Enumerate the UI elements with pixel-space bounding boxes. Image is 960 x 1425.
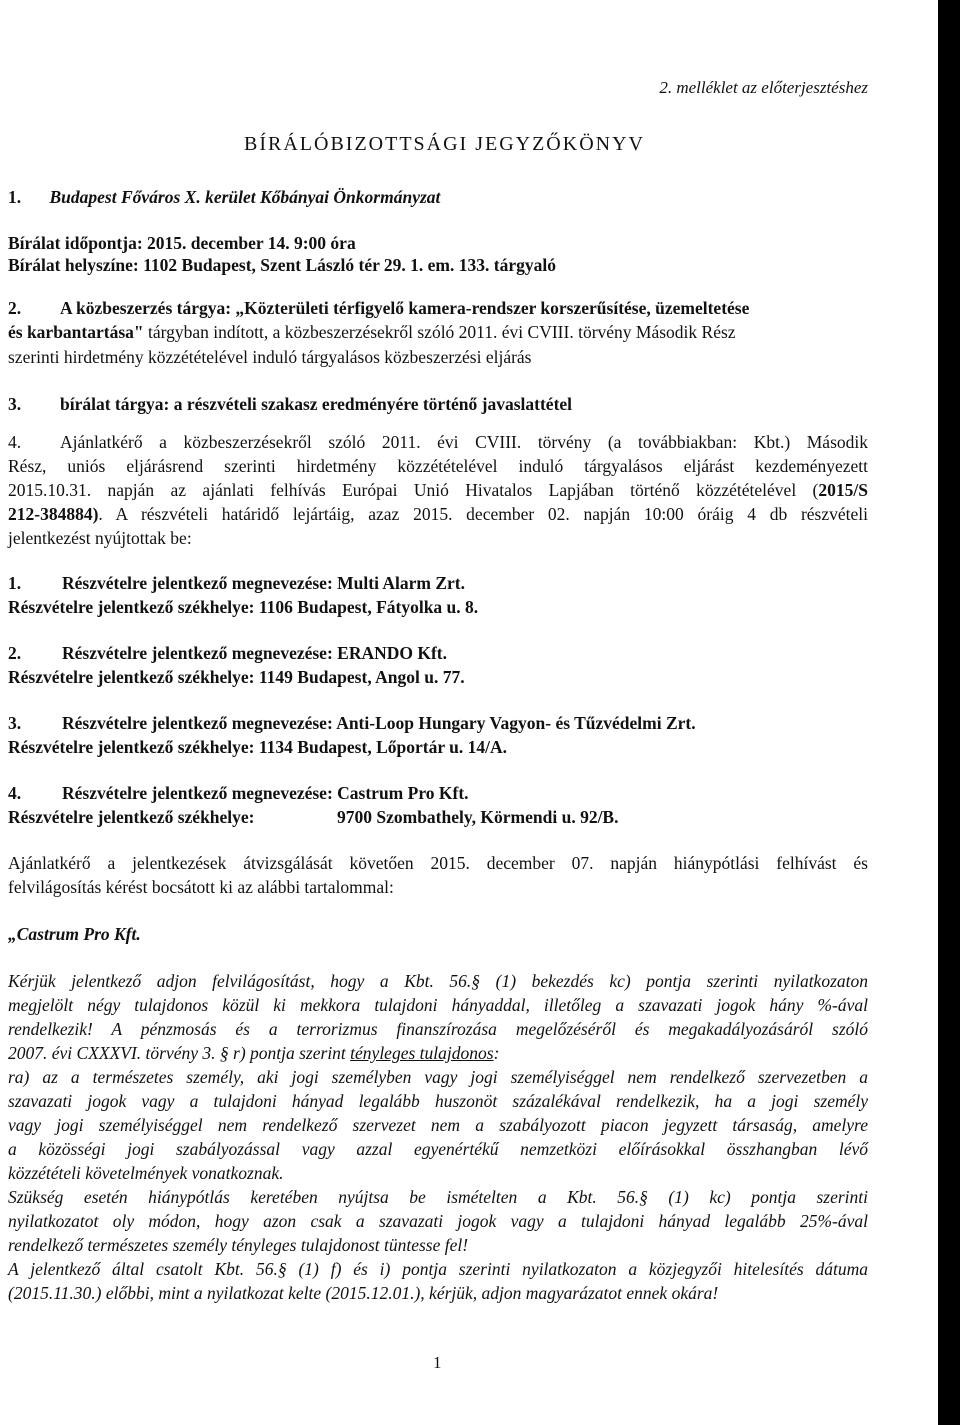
castrum-p1-line-3: rendelkezik! A pénzmosás és a terrorizmus finanszírozása megelőzéséről és megakadályozásáról szóló bbox=[8, 1019, 868, 1039]
applicant-3-number: 3. bbox=[8, 713, 22, 733]
applicant-4-seat-label: Részvételre jelentkező székhelye: bbox=[8, 807, 255, 827]
castrum-p1-line-1: Kérjük jelentkező adjon felvilágosítást, hogy a Kbt. 56.§ (1) bekezdés kc) pontja szerinti nyilatkozaton bbox=[8, 971, 868, 991]
section-4-line-2: Rész, uniós eljárásrend szerinti hirdetmény közzétételével induló tárgyalásos eljárást kezdeményezett bbox=[8, 456, 868, 476]
review-date: Bírálat időpontja: 2015. december 14. 9:00 óra bbox=[8, 233, 356, 253]
applicant-4-number: 4. bbox=[8, 783, 22, 803]
castrum-p2-line-3: rendelkező természetes személy tényleges tulajdonost tüntesse fel! bbox=[8, 1235, 469, 1255]
applicant-1-seat: Részvételre jelentkező székhelye: 1106 Budapest, Fátyolka u. 8. bbox=[8, 597, 479, 617]
section-2-line-2 bbox=[8, 321, 736, 343]
scan-edge-bar bbox=[938, 0, 960, 1425]
page-number: 1 bbox=[433, 1353, 442, 1372]
section-4-line-4-text: . A részvételi határidő lejártáig, azaz 2015. december 02. napján 10:00 óráig 4 db részvételi bbox=[98, 504, 868, 524]
applicant-3-name: Részvételre jelentkező megnevezése: Anti-Loop Hungary Vagyon- és Tűzvédelmi Zrt. bbox=[62, 713, 696, 733]
annex-label: 2. melléklet az előterjesztéshez bbox=[659, 78, 868, 97]
section-1-text: Budapest Főváros X. kerület Kőbányai Önkormányzat bbox=[49, 187, 441, 207]
applicant-2-seat: Részvételre jelentkező székhelye: 1149 Budapest, Angol u. 77. bbox=[8, 667, 465, 687]
section-2-line-3: szerinti hirdetmény közzétételével induló tárgyalásos közbeszerzési eljárás bbox=[8, 347, 532, 367]
castrum-ra-line-3: vagy jogi személyiséggel nem rendelkező szervezet nem a szabályozott piacon jegyzett társaság, amelyre bbox=[8, 1115, 868, 1135]
review-line-1: Ajánlatkérő a jelentkezések átvizsgálását követően 2015. december 07. napján hiánypótlási felhívást és bbox=[8, 853, 868, 873]
section-4-line-3 bbox=[8, 479, 868, 501]
castrum-p2-line-1: Szükség esetén hiánypótlás keretében nyújtsa be ismételten a Kbt. 56.§ (1) kc) pontja szerinti bbox=[8, 1187, 868, 1207]
review-line-2: felvilágosítás kérést bocsátott ki az alábbi tartalommal: bbox=[8, 877, 394, 897]
section-4-line-1: Ajánlatkérő a közbeszerzésekről szóló 2011. évi CVIII. törvény (a továbbiakban: Kbt.) Második bbox=[60, 432, 868, 452]
section-4-line-3-text: 2015.10.31. napján az ajánlati felhívás Európai Unió Hivatalos Lapjában történő közzétételével ( bbox=[8, 480, 819, 500]
castrum-p3-line-1: A jelentkező által csatolt Kbt. 56.§ (1) f) és i) pontja szerinti nyilatkozaton a közjegyzői hitelesítés dátuma bbox=[8, 1259, 868, 1279]
section-2-line-2-rest: tárgyban indított, a közbeszerzésekről szóló 2011. évi CVIII. törvény Második Rész bbox=[143, 322, 736, 342]
ojeu-reference-part-1: 2015/S bbox=[818, 480, 868, 500]
castrum-heading: „Castrum Pro Kft. bbox=[8, 924, 141, 944]
section-2-subject-end: és karbantartása" bbox=[8, 322, 144, 342]
document-title: BÍRÁLÓBIZOTTSÁGI JEGYZŐKÖNYV bbox=[244, 133, 645, 155]
section-3-text: bírálat tárgya: a részvételi szakasz eredményére történő javaslattétel bbox=[60, 394, 573, 414]
section-1 bbox=[8, 186, 440, 208]
castrum-p2-line-2: nyilatkozatot oly módon, hogy azon csak a szavazati jogok vagy a tulajdoni hányad legalább 25%-ával bbox=[8, 1211, 868, 1231]
castrum-ra-line-1: ra) az a természetes személy, aki jogi személyben vagy jogi személyiséggel nem rendelkező szervezetben a bbox=[8, 1067, 868, 1087]
castrum-p3-line-2: (2015.11.30.) előbbi, mint a nyilatkozat kelte (2015.12.01.), kérjük, adjon magyarázatot ennek okára! bbox=[8, 1283, 719, 1303]
applicant-2-name: Részvételre jelentkező megnevezése: ERANDO Kft. bbox=[62, 643, 448, 663]
castrum-p1-line-4-text: 2007. évi CXXXVI. törvény 3. § r) pontja szerint bbox=[8, 1043, 351, 1063]
section-4-number: 4. bbox=[8, 432, 22, 452]
castrum-p1-line-4 bbox=[8, 1042, 499, 1064]
applicant-1-number: 1. bbox=[8, 573, 22, 593]
section-1-number: 1. bbox=[8, 187, 22, 207]
section-2-line-1: A közbeszerzés tárgya: „Közterületi térfigyelő kamera-rendszer korszerűsítése, üzemeltetése bbox=[60, 298, 750, 318]
section-4-line-5: jelentkezést nyújtottak be: bbox=[8, 528, 192, 548]
beneficial-owner-term: tényleges tulajdonos bbox=[350, 1043, 494, 1063]
applicant-4-name: Részvételre jelentkező megnevezése: Castrum Pro Kft. bbox=[62, 783, 469, 803]
castrum-ra-line-5: közzétételi követelmények vonatkoznak. bbox=[8, 1163, 284, 1183]
applicant-4-seat-value: 9700 Szombathely, Körmendi u. 92/B. bbox=[337, 807, 619, 827]
castrum-p1-line-2: megjelölt négy tulajdonos közül ki mekkora tulajdoni hányaddal, illetőleg a szavazati jogok hány %-ával bbox=[8, 995, 868, 1015]
castrum-p1-line-4-colon: : bbox=[493, 1043, 500, 1063]
applicant-3-seat: Részvételre jelentkező székhelye: 1134 Budapest, Lőportár u. 14/A. bbox=[8, 737, 508, 757]
ojeu-reference-part-2: 212-384884) bbox=[8, 504, 99, 524]
applicant-2-number: 2. bbox=[8, 643, 22, 663]
section-4-line-4 bbox=[8, 503, 868, 525]
section-2-number: 2. bbox=[8, 298, 22, 318]
applicant-1-name: Részvételre jelentkező megnevezése: Multi Alarm Zrt. bbox=[62, 573, 465, 593]
castrum-ra-line-4: a közösségi jogi szabályozással vagy azzal egyenértékű nemzetközi előírásokkal összhangban lévő bbox=[8, 1139, 868, 1159]
review-place: Bírálat helyszíne: 1102 Budapest, Szent László tér 29. 1. em. 133. tárgyaló bbox=[8, 255, 556, 275]
section-3-number: 3. bbox=[8, 394, 22, 414]
castrum-ra-line-2: szavazati jogok vagy a tulajdoni hányad legalább huszonöt százalékával rendelkezik, ha a jogi személy bbox=[8, 1091, 868, 1111]
